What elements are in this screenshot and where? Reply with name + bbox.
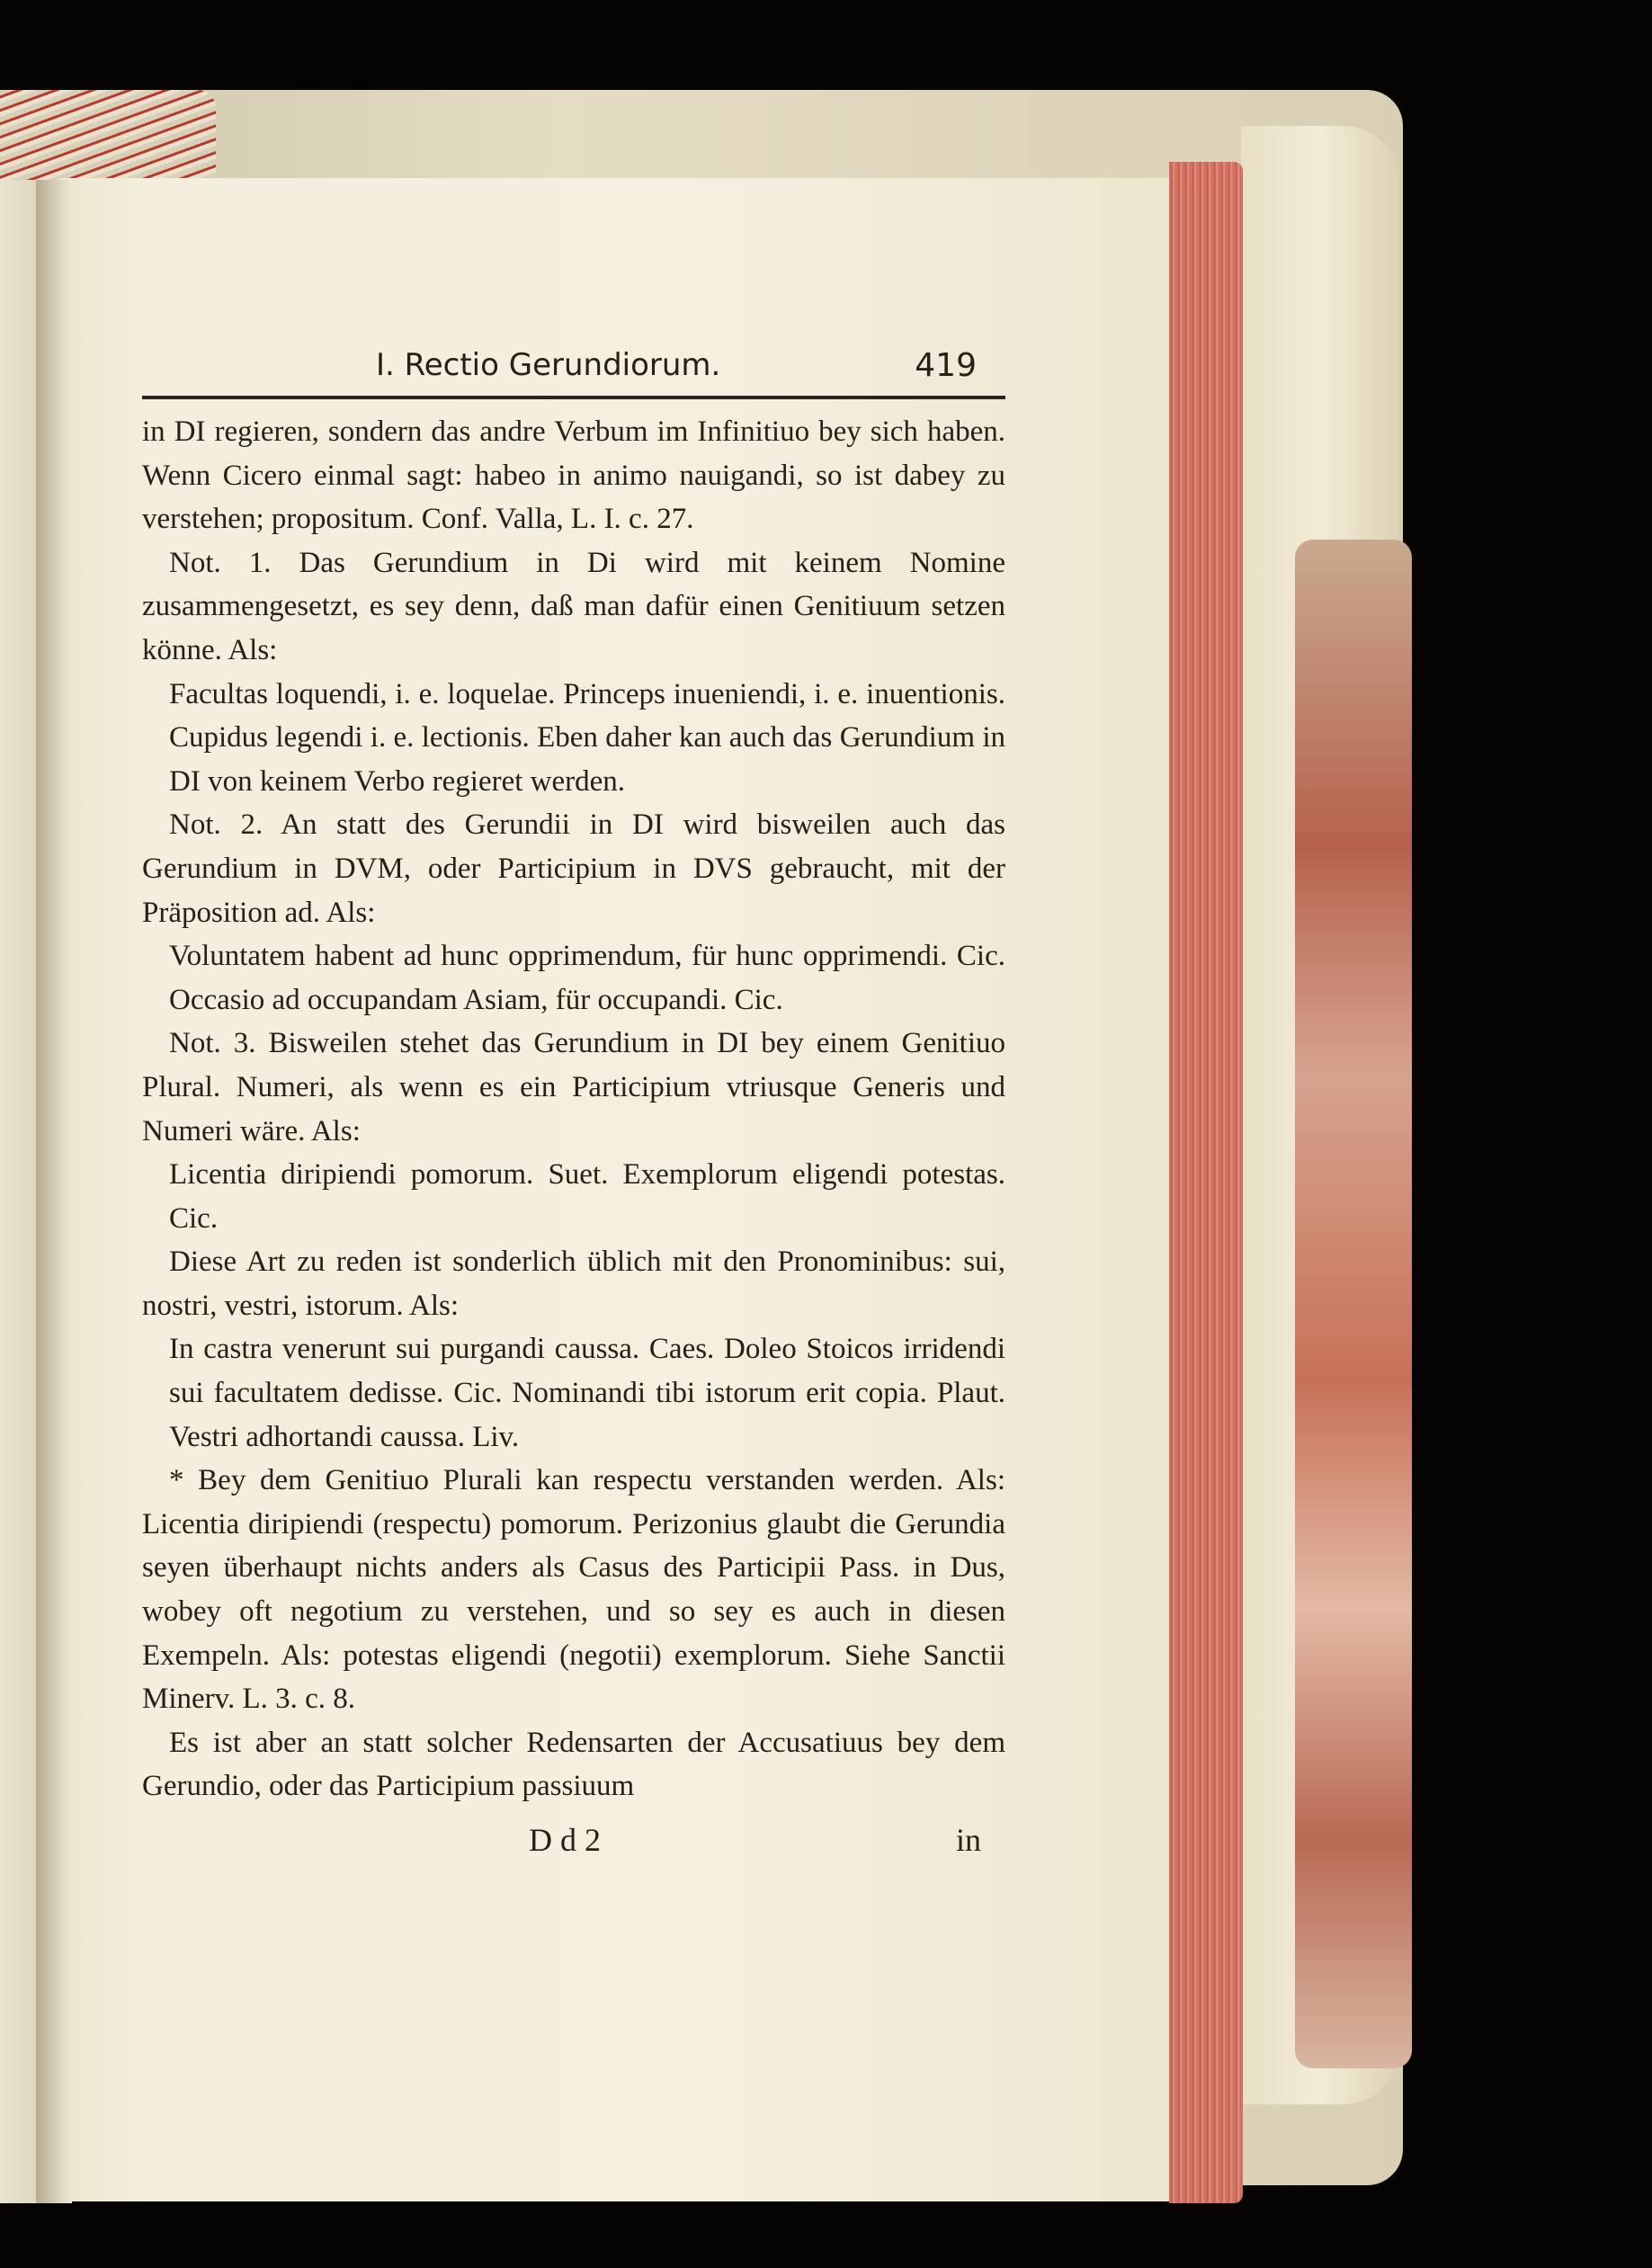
closing-paragraph: Es ist aber an statt solcher Redensarten der Accusatiuus bey dem Gerundio, oder das Participium passiuum [142, 1726, 1005, 1803]
note-3: Not. 3. Bisweilen stehet das Gerundium in DI bey einem Genitiuo Plural. Numeri, als wenn es ein Participium vtriusque Generis und Numeri wäre. Als: [142, 1027, 1005, 1147]
note-1: Not. 1. Das Gerundium in Di wird mit keinem Nomine zusammengesetzt, es sey denn, daß man dafür einen Genitiuum setzen könne. Als: [142, 546, 1005, 666]
example-3: Licentia diripiendi pomorum. Suet. Exemplorum eligendi potestas. Cic. [169, 1158, 1005, 1235]
marbled-bookmark [1295, 540, 1412, 2068]
running-head [142, 347, 1005, 394]
page-text-block [142, 347, 1005, 1866]
paragraph-continuation: in DI regieren, sondern das andre Verbum im Infinitiuo bey sich haben. Wenn Cicero einmal sagt: habeo in animo nauigandi, so ist dabey zu verstehen; propositum. Conf. Valla, L. I. c. 27. [142, 415, 1005, 536]
page-footer [142, 1821, 1005, 1866]
headband [0, 90, 216, 189]
pronoun-paragraph: Diese Art zu reden ist sonderlich üblich mit den Pronominibus: sui, nostri, vestri, istorum. Als: [142, 1246, 1005, 1322]
example-2: Voluntatem habent ad hunc opprimendum, für hunc opprimendi. Cic. Occasio ad occupandam Asiam, für occupandi. Cic. [169, 940, 1005, 1016]
page-gutter [36, 180, 72, 2203]
page-number: 419 [915, 347, 977, 384]
running-title: I. Rectio Gerundiorum. [376, 347, 721, 383]
header-rule [142, 396, 1005, 399]
example-1: Facultas loquendi, i. e. loquelae. Princeps inueniendi, i. e. inuentionis. Cupidus legendi i. e. lectionis. Eben daher kan auch das Gerundium in DI von keinem Verbo regieret werden. [169, 677, 1005, 798]
note-2: Not. 2. An statt des Gerundii in DI wird bisweilen auch das Gerundium in DVM, oder Participium in DVS gebraucht, mit der Präposition ad. Als: [142, 808, 1005, 929]
catchword: in [956, 1822, 982, 1858]
example-4: In castra venerunt sui purgandi caussa. Caes. Doleo Stoicos irridendi sui facultatem dedisse. Cic. Nominandi tibi istorum erit copia. Plaut. Vestri adhortandi caussa. Liv. [169, 1333, 1005, 1453]
signature-mark: D d 2 [529, 1822, 601, 1858]
red-page-edges [1169, 162, 1243, 2203]
footnote-paragraph: * Bey dem Genitiuo Plurali kan respectu verstanden werden. Als: Licentia diripiendi (respectu) pomorum. Perizonius glaubt die Gerundia seyen überhaupt nichts anders als Casus des Participii Pass. in Dus, wobey oft negotium zu verstehen, und so sey es auch in diesen Exempeln. Als: potestas eligendi (negotii) exemplorum. Siehe Sanctii Minerv. L. 3. c. 8. [142, 1464, 1005, 1716]
